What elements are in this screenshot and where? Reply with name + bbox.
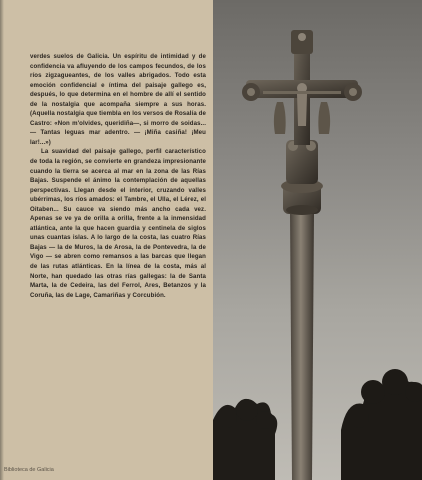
library-credit: Biblioteca de Galicia	[4, 467, 54, 473]
paragraph-2: La suavidad del paisaje gallego, perfil característico de toda la región, se convierte en grandeza impresionante cuando la tierra se acerca al mar en la zona de las Rías Bajas. Suspende el ánimo la contemplación de aquellas perspectivas. Llegan desde el interior, cruzando valles ubérrimas, los ríos amados: el Tambre, el Ulla, el Lérez, el Oitaben... Su cauce va siendo más ancho cada vez. Apenas se ve ya de orilla a orilla, frente a la inmensidad atlántica, ante la que hacen guardia y centinela de siglos unas cuantas islas. A lo largo de la costa, las cuatro Rías Bajas — la de Muros, la de Arosa, la de Pontevedra, la de Vigo — se abren como remansos a las barcas que llegan de las rutas atlánticas. En la línea de la costa, más al Norte, han quedado las otras rías gallegas: la de Santa Marta, la de Cedeira, las del Ferrol, Ares, Betanzos y la Coruña, las de Lage, Camariñas y Corcubión.	[30, 148, 206, 299]
page-edge-shadow	[0, 0, 4, 480]
cruceiro-illustration	[213, 0, 422, 480]
paragraph-1: verdes suelos de Galicia. Un espíritu de intimidad y de confidencia va afluyendo de los campos fecundos, de los ríos zigzagueantes, de los valles abrigados. Todo esta emoción confidencial e íntima del paisaje gallego es, después, lo que determina en el hombre de allí el sentido de la nostalgia que acompaña siempre a sus horas. (Aquella nostalgia que tiembla en los versos de Rosalía de Castro: «Non m'olvides, queridiña—, si morro de soidas... — Tantas leguas mar adentro. — ¡Miña casiña! ¡Meu lar!...»)	[30, 53, 206, 146]
stone-cross-photo	[213, 0, 422, 480]
body-text	[30, 52, 206, 300]
